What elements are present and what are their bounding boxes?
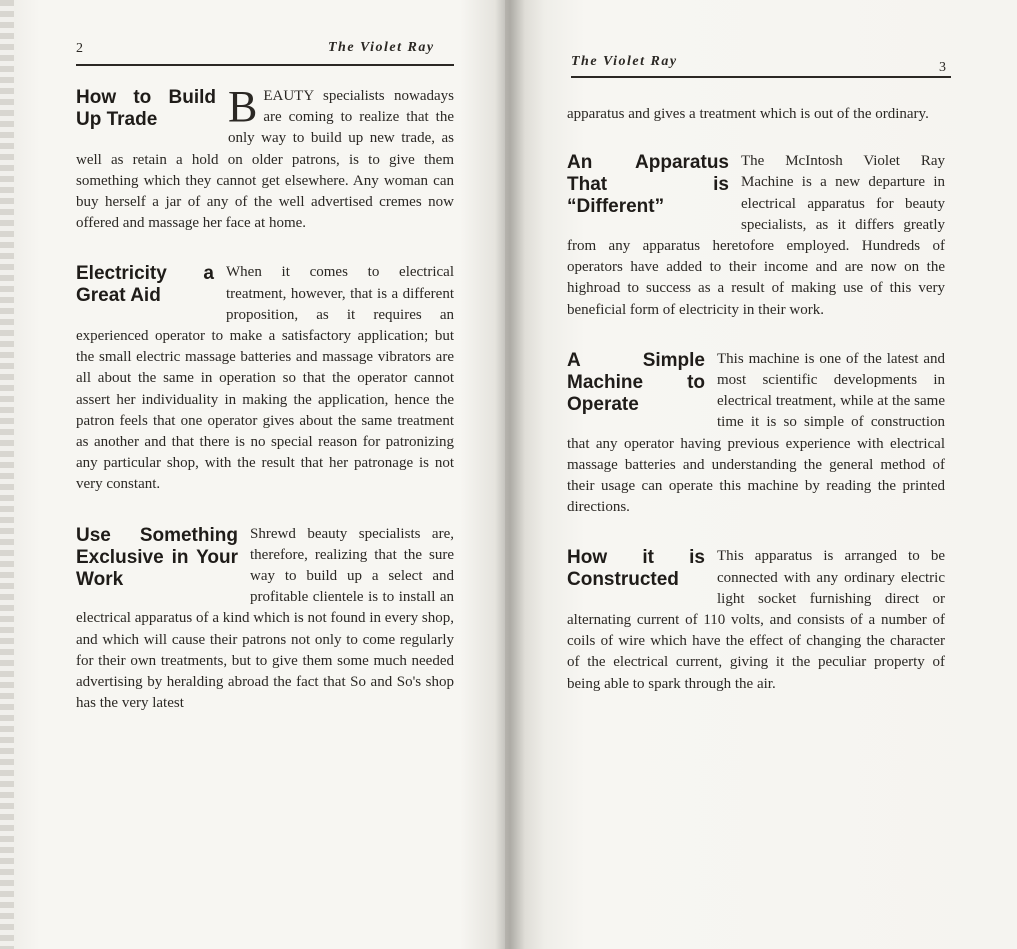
section-heading: Electricity a Great Aid bbox=[76, 263, 214, 307]
section-a-simple-machine-to-operate bbox=[567, 349, 945, 519]
paragraph-text: EAUTY specialists nowadays are coming to realize that the only way to build up new trade, as well as retain a hold on older patrons, is to give them something which they cannot get elsewhere. Any woman can buy herself a jar of any of the well advertised cremes now offered and massage her face at home. bbox=[76, 88, 454, 232]
right-page bbox=[505, 0, 1017, 949]
right-page-body bbox=[567, 104, 945, 723]
page-number-left: 2 bbox=[76, 41, 83, 56]
drop-cap: B bbox=[228, 82, 258, 131]
section-paragraph: When it comes to electrical treatment, however, that is a different proposition, as it requires an experienced operator to make a satisfactory application; but the small electric massage batteries and massage vibrators are all about the same in operation so that the operator cannot assert her individuality in making the application, hence the patron feels that one operator gives about the same treatment as another and that there is no special reason for patronizing any particular shop, with the result that her patronage is not very constant. bbox=[76, 264, 454, 493]
header-rule-right bbox=[571, 76, 951, 78]
section-electricity-a-great-aid bbox=[76, 262, 454, 495]
section-heading: Use Something Exclusive in Your Work bbox=[76, 524, 238, 590]
section-paragraph: The McIntosh Violet Ray Machine is a new departure in electrical apparatus for beauty specialists, as it differs greatly from any apparatus heretofore employed. Hundreds of operators have added to their income and are now on the highroad to success as a result of making use of this very beneficial form of electricity in their work. bbox=[567, 153, 945, 318]
section-how-to-build-up-trade bbox=[76, 82, 454, 234]
section-heading: How it is Constructed bbox=[567, 547, 705, 591]
left-page bbox=[0, 0, 505, 949]
header-rule-left bbox=[76, 64, 454, 66]
book-gutter-shadow bbox=[495, 0, 525, 949]
section-paragraph: Shrewd beauty specialists are, therefore, realizing that the sure way to build up a select and profitable clientele is to install an electrical apparatus of a kind which is not found in every shop, and which will cause their patrons not only to come regularly for their own treatments, but to give them some much needed advertising by heralding abroad the fact that So and So's shop has the very latest bbox=[76, 525, 454, 712]
left-page-body bbox=[76, 82, 454, 742]
section-how-it-is-constructed bbox=[567, 546, 945, 694]
running-head-left: The Violet Ray bbox=[328, 40, 435, 55]
section-heading: How to Build Up Trade bbox=[76, 87, 216, 130]
section-paragraph: This apparatus is arranged to be connected with any ordinary electric light socket furnishing direct or alternating current of 110 volts, and consists of a number of coils of wire which have the effect of changing the character of the electrical current, giving it the peculiar property of being able to spark through the air. bbox=[567, 548, 945, 692]
section-use-something-exclusive bbox=[76, 524, 454, 715]
spiral-binding-edge bbox=[0, 0, 14, 949]
page-number-right: 3 bbox=[939, 60, 946, 75]
section-paragraph: This machine is one of the latest and most scientific developments in electrical treatment, while at the same time it is so simple of construction that any operator having previous experience with electrical massage batteries and understanding the general method of their usage can operate this machine by reading the printed directions. bbox=[567, 350, 945, 516]
section-heading: An Apparatus That is “Different” bbox=[567, 152, 729, 218]
section-heading: A Simple Machine to Operate bbox=[567, 349, 705, 415]
running-head-right: The Violet Ray bbox=[571, 54, 678, 69]
continuation-paragraph: apparatus and gives a treatment which is out of the ordinary. bbox=[567, 106, 929, 122]
section-an-apparatus-that-is-different bbox=[567, 151, 945, 321]
